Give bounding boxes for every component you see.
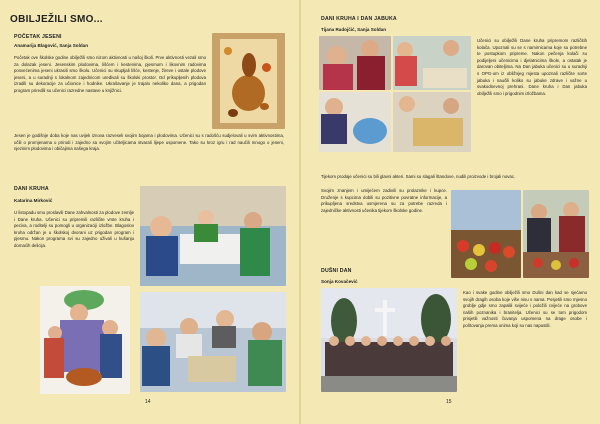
baking-photo-2: [393, 36, 471, 90]
page-number-left: 14: [145, 399, 151, 405]
section-heading-bread-days: DANI KRUHA: [14, 186, 49, 192]
section-authors-autumn: Anamarija Blagović, Sanja Soldan: [14, 43, 89, 48]
cemetery-group-photo: [321, 288, 457, 392]
section-text-bread-apple-day-cont: Tijekom prodaje učenici su bili glavni akteri. Sami su slagali štandove, nudili proizvode i brojali novac.: [321, 174, 516, 179]
section-heading-all-souls-day: DUŠNI DAN: [321, 268, 352, 274]
baking-photo-1: [319, 36, 391, 90]
section-text-autumn-cont: Jesen je godišnje doba koje nas uvijek iznova razveseli svojim bojama i plodovima. Učenici su s radošću sudjelovali u svim aktivnostima, učili o promjenama u prirodi i zajedno sa svojim učiteljicama stvarali lijepe uspomene. Tako su kroz igru i rad naučili mnogo o jeseni, njezinim plodovima i običajima našega kraja.: [14, 133, 284, 152]
section-text-bread-apple-day-cont2: Svojim znanjem i umijećem zadivili su prolaznike i kupce. Druženje s kupcima dobili su pozitivne povratne informacije, a prikupljena sredstva usmjerena su za potrebe razreda i zajedničke aktivnosti učenika tijekom školske godine.: [321, 188, 447, 213]
page-title: OBILJEŽILI SMO...: [10, 14, 103, 25]
section-heading-autumn: POČETAK JESENI: [14, 34, 62, 40]
apple-market-photo-2: [523, 190, 589, 278]
section-text-all-souls-day: Kao i svake godine obilježili smo Dušni dan kad se sjećamo svojih dragih osoba koje više nisu s nama. Posjetili smo mjesno groblje gdje smo zapalili svijeće i položili cvijeće na grobove naših poznanika i branitelja. Učenici su se tom prigodom prisjetili važnosti čuvanja uspomena na drage osobe i poštovanja prema onima koji su nas napustili.: [463, 290, 587, 328]
section-heading-bread-apple-day: DANI KRUHA I DAN JABUKA: [321, 16, 397, 22]
section-text-bread-days: U listopadu smo proslavili Dane zahvalnosti za plodove zemlje i Dane kruha. Učenici su pripremili različite vrste kruha i peciva, a roditelji su pomogli u organizaciji izložbe. Blagoslov kruha održan je u školskoj dvorani uz prigodan program i pjesmu. Nakon programa svi su zajedno uživali u kušanju domaćih delicija.: [14, 210, 134, 248]
children-classroom-photo-2: [140, 292, 286, 392]
page-number-right: 15: [446, 399, 452, 405]
baking-photo-3: [319, 92, 391, 152]
apple-market-photo-1: [451, 190, 521, 278]
section-authors-bread-days: Katarina Mirković: [14, 198, 53, 203]
traditional-costume-photo: [40, 286, 130, 394]
section-authors-all-souls-day: Sonja Kovačević: [321, 279, 358, 284]
left-page: [0, 0, 299, 424]
section-authors-bread-apple-day: Tijana Radojčić, Sanja Soldan: [321, 27, 387, 32]
section-text-autumn: Početak ove školske godine obilježili smo nizom aktivnosti u našoj školi. Prve aktivnosti vezali smo za dolazak jeseni. Jesenskim plodovima, lišćem i kestenima, pjesmom i likovnim radovima posvećenima jeseni ukrasili smo školu. Učenici su skupljali lišće, kestenje, žireve i ostale plodove jeseni, a u suradnji s lokalnom zajednicom uređivali su školski prostor. Od prikupljenih plodova izradili su dekoracije za učionice i hodnike. Ukrašavanje je trajalo nekoliko dana, a prigodan program priredili su učenici razredne nastave u knjižnici.: [14, 55, 206, 93]
right-page: [301, 0, 600, 424]
autumn-artwork-photo: [212, 33, 285, 129]
children-classroom-photo-1: [140, 186, 286, 286]
section-text-bread-apple-day: Učenici su obilježili Dane kruha pripremom različitih kolača. Upoznali su se s namirnicama koje su potrebne te postupkom pripreme. Nakon pečenja kolači su podijeljeni učenicima i djelatnicima škole, a ostatak je darovan obiteljima. Na Dan jabuka učenici su u suradnji s OPG-om iz obližnjeg mjesta upoznali različite sorte jabuka i naučili koliko su jabuke zdrave i važne u svakodnevnoj prehrani. Dane kruha i Dan jabuka obilježili smo i prigodnim izložbama.: [477, 38, 587, 96]
baking-photo-4: [393, 92, 471, 152]
